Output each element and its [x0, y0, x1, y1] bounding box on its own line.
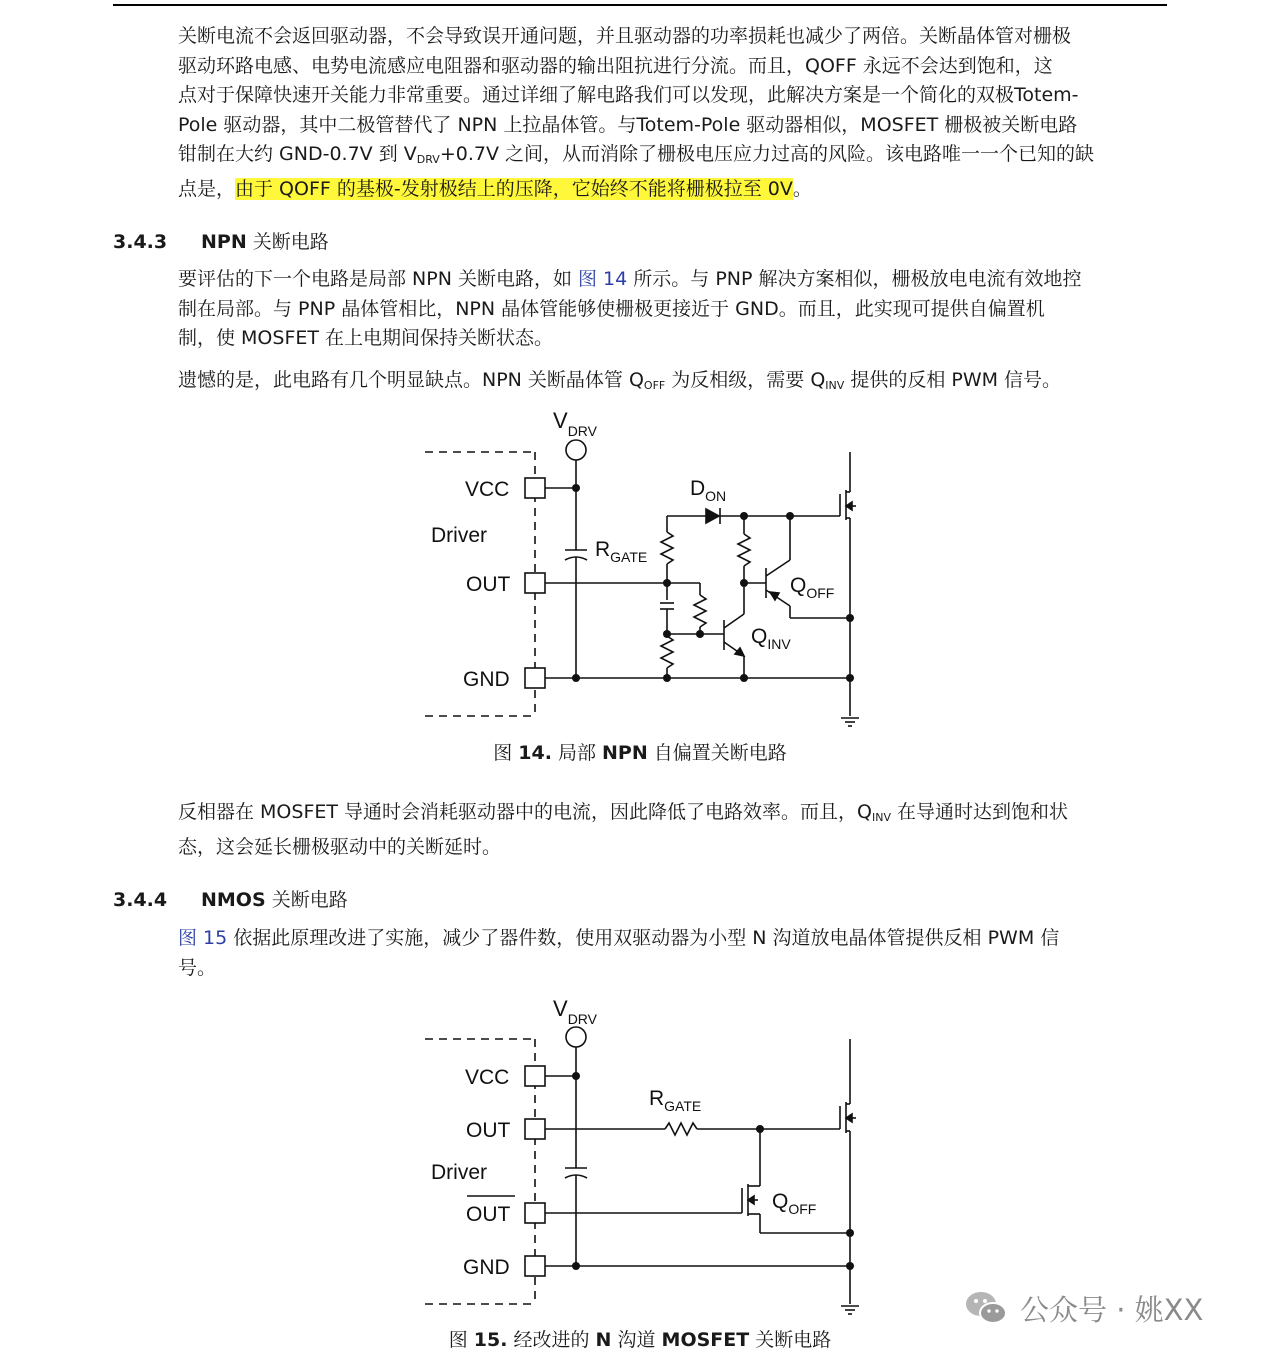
fig15-out-label: OUT: [466, 1119, 511, 1142]
fig14-qoff-label: $Q_{OFF}$: [790, 574, 835, 601]
fig14-driver-label: Driver: [431, 524, 487, 547]
figure-15-link[interactable]: 图 15: [178, 927, 228, 949]
top-rule: [113, 4, 1167, 6]
figure-14-schematic: [0, 400, 1280, 730]
fig14-don-label: $D_{ON}$: [690, 477, 727, 504]
figure-14-link[interactable]: 图 14: [578, 268, 628, 290]
figure-15-schematic: [0, 988, 1280, 1318]
paragraph-npn: 要评估的下一个电路是局部 NPN 关断电路，如 图 14 所示。与 PNP 解决方案相似，栅极放电电流有效地控 制在局部。与 PNP 晶体管相比，NPN 晶体管能够使栅极更接近于 GND。而且，此实现可提供自偏置机 制，使 MOSFET 在上电期间保持关断状态。: [178, 268, 1082, 349]
fig14-gnd-label: GND: [463, 668, 510, 691]
paragraph-npn-drawbacks: 遗憾的是，此电路有几个明显缺点。NPN 关断晶体管 $Q_{OFF}$ 为反相级，需要 $Q_{INV}$ 提供的反相 PWM 信号。: [178, 369, 1062, 392]
section-heading-344: 3.4.4 NMOS 关断电路: [113, 889, 348, 911]
fig14-vcc-label: VCC: [465, 478, 510, 501]
fig15-driver-label: Driver: [431, 1161, 487, 1184]
figure-14-caption: 图 14. 局部 NPN 自偏置关断电路: [493, 742, 787, 764]
fig15-outbar-label: OUT: [466, 1203, 511, 1226]
fig15-rgate-label: $R_{GATE}$: [649, 1087, 702, 1114]
paragraph-inverter: 反相器在 MOSFET 导通时会消耗驱动器中的电流，因此降低了电路效率。而且，$Q_{INV}$ 在导通时达到饱和状 态，这会延长栅极驱动中的关断延时。: [178, 801, 1069, 858]
figure-15-caption: 图 15. 经改进的 N 沟道 MOSFET 关断电路: [448, 1329, 832, 1351]
fig15-qoff-label: $Q_{OFF}$: [772, 1190, 817, 1217]
paragraph-nmos: 图 15 依据此原理改进了实施，减少了器件数，使用双驱动器为小型 N 沟道放电晶体管提供反相 PWM 信 号。: [178, 927, 1060, 979]
section-heading-343: 3.4.3 NPN 关断电路: [113, 231, 329, 253]
fig15-gnd-label: GND: [463, 1256, 510, 1279]
wechat-icon: [962, 1284, 1010, 1332]
fig14-rgate-label: $R_{GATE}$: [595, 538, 648, 565]
fig14-vdrv-label: $V_{DRV}$: [553, 408, 597, 439]
fig14-out-label: OUT: [466, 573, 511, 596]
fig14-qinv-label: $Q_{INV}$: [751, 625, 791, 652]
highlighted-text: 由于 QOFF 的基极-发射极结上的压降，它始终不能将栅极拉至 0V: [235, 177, 793, 200]
fig15-vcc-label: VCC: [465, 1066, 510, 1089]
fig15-vdrv-label: $V_{DRV}$: [553, 996, 597, 1027]
watermark: 公众号 · 姚XX: [962, 1284, 1203, 1332]
paragraph-intro: 关断电流不会返回驱动器，不会导致误开通问题，并且驱动器的功率损耗也减少了两倍。关断晶体管对栅极 驱动环路电感、电势电流感应电阻器和驱动器的输出阻抗进行分流。而且，QOFF 永远不会达到饱和，这 点对于保障快速开关能力非常重要。通过详细了解电路我们可以发现，此解决方案是一个简化的双极Totem- Pole 驱动器，其中二极管替代了 NPN 上拉晶体管。与Totem-Pole 驱动器相似，MOSFET 栅极被关断电路 钳制在大约 GND-0.7V 到 $V_{DRV}+0.7V$ 之间，从而消除了栅极电压应力过高的风险。该电路唯一一个已知的缺 点是，由于 QOFF 的基极-发射极结上的压降，它始终不能将栅极拉至 0V。: [178, 25, 1094, 200]
